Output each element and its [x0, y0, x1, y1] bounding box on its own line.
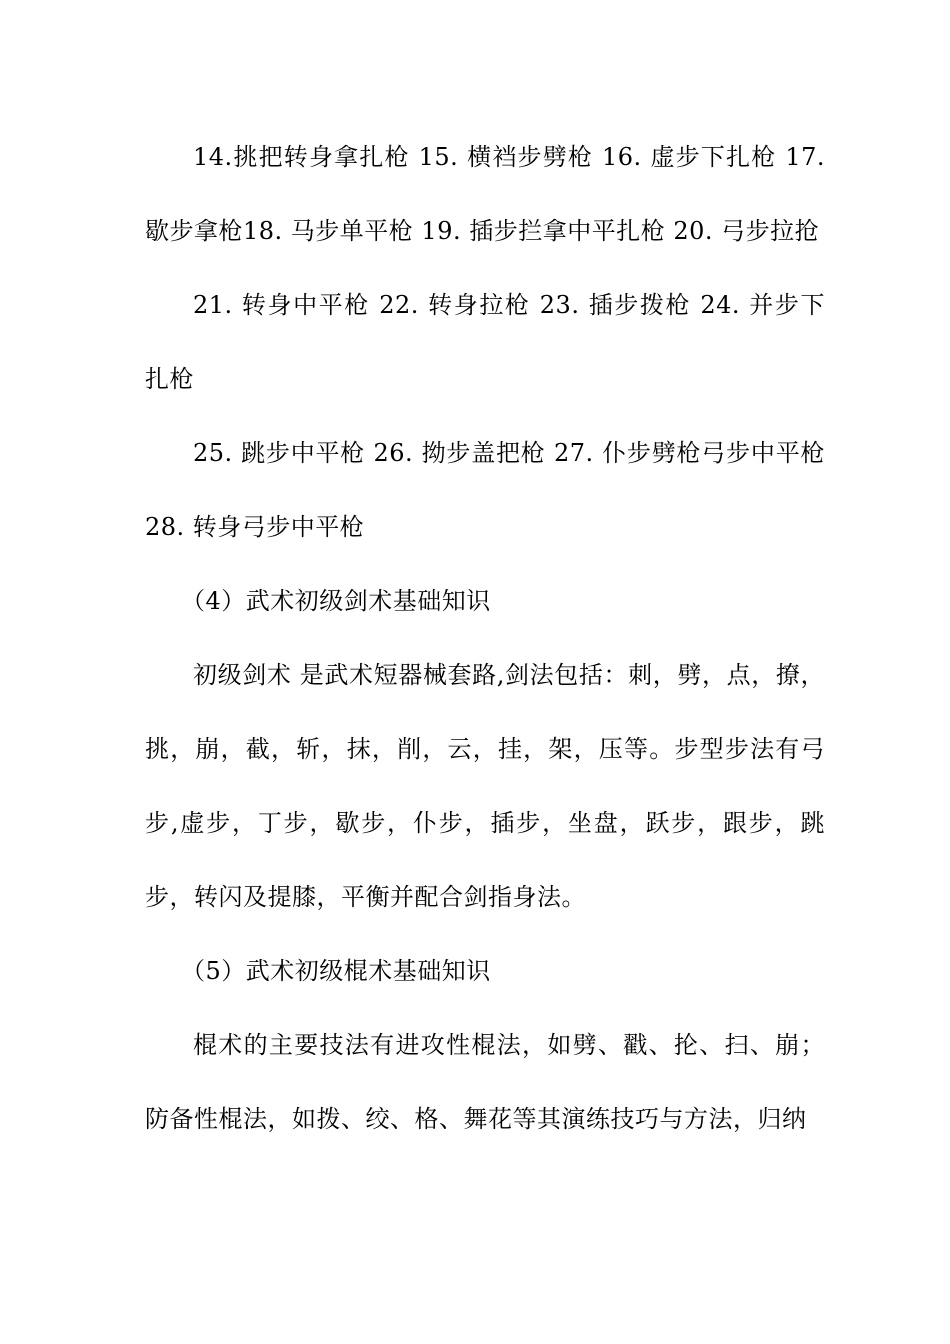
staff-section-heading: （5）武术初级棍术基础知识: [181, 957, 491, 985]
spear-moves-paragraph-3: 25. 跳步中平枪 26. 拗步盖把枪 27. 仆步劈枪弓步中平枪 28. 转身弓步中平枪: [145, 439, 825, 541]
spear-moves-paragraph-2: 21. 转身中平枪 22. 转身拉枪 23. 插步拨枪 24. 并步下扎枪: [145, 291, 825, 393]
staff-basics-paragraph: 棍术的主要技法有进攻性棍法，如劈、戳、抡、扫、崩；防备性棍法，如拨、绞、格、舞花等其演练技巧与方法，归纳: [145, 1031, 825, 1133]
spear-moves-paragraph-1: 14.挑把转身拿扎枪 15. 横裆步劈枪 16. 虚步下扎枪 17. 歇步拿枪18. 马步单平枪 19. 插步拦拿中平扎枪 20. 弓步拉抢: [145, 143, 825, 245]
sword-basics-paragraph: 初级剑术 是武术短器械套路,剑法包括：刺，劈，点，撩，挑，崩，截，斩，抹，削，云，挂，架，压等。步型步法有弓步,虚步，丁步，歇步，仆步，插步，坐盘，跃步，跟步，跳步，转闪及提膝，平衡并配合剑指身法。: [145, 661, 825, 911]
document-body: [145, 120, 825, 1156]
sword-section-heading: （4）武术初级剑术基础知识: [181, 587, 491, 615]
